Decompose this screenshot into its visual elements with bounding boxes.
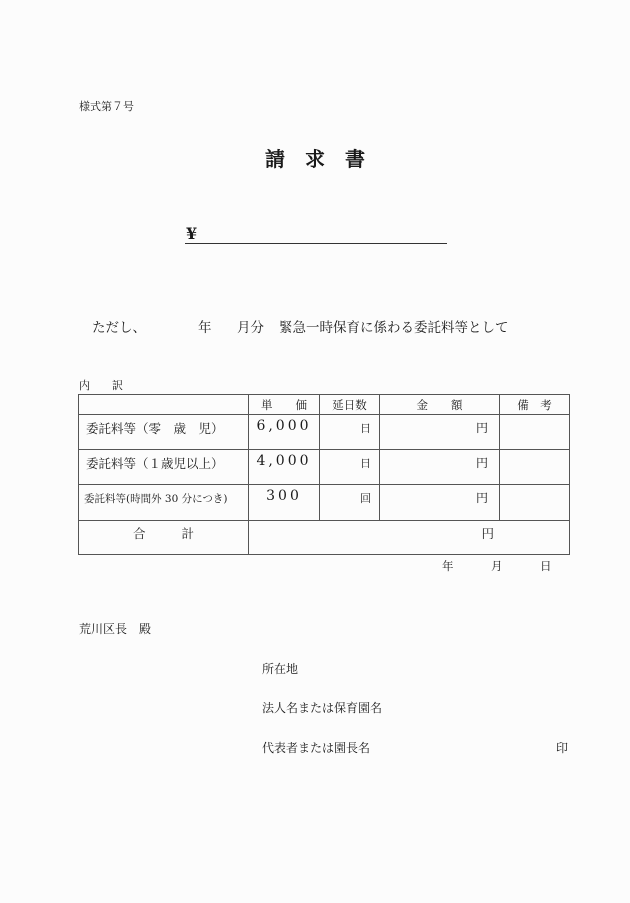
proviso-lead: ただし、 — [92, 320, 146, 336]
document-title — [265, 143, 385, 172]
row-amount-field[interactable]: 円 — [380, 450, 500, 485]
seal-mark: 印 — [556, 741, 569, 755]
row-count-field[interactable]: 日 — [320, 415, 380, 450]
row-count-field[interactable]: 日 — [320, 450, 380, 485]
row-unit-price: 300 — [249, 485, 320, 521]
table-row — [79, 485, 570, 521]
row-count-field[interactable]: 回 — [320, 485, 380, 521]
title-char: 書 — [345, 147, 365, 171]
row-remarks-field[interactable] — [500, 415, 570, 450]
header-amount: 金 額 — [380, 395, 500, 415]
row-item: 委託料等(時間外 30 分につき) — [79, 485, 249, 521]
total-label-char: 計 — [181, 526, 195, 541]
total-label-char: 合 — [132, 526, 146, 541]
date-month: 月 — [491, 559, 503, 573]
title-char: 請 — [265, 147, 285, 171]
total-label — [79, 521, 249, 555]
row-item: 委託料等（零 歳 児） — [79, 415, 249, 450]
address-label: 所在地 — [262, 662, 299, 676]
total-amount-field[interactable]: 円 — [249, 521, 570, 555]
date-year: 年 — [442, 559, 454, 573]
header-remarks: 備 考 — [500, 395, 570, 415]
row-amount-field[interactable]: 円 — [380, 485, 500, 521]
header-item — [79, 395, 249, 415]
proviso-year: 年 — [198, 320, 212, 336]
addressee — [79, 620, 151, 637]
title-char: 求 — [305, 147, 325, 171]
breakdown-label-char: 訳 — [112, 379, 123, 392]
proviso-month: 月分 — [237, 320, 264, 336]
row-remarks-field[interactable] — [500, 485, 570, 521]
addressee-honorific: 殿 — [139, 622, 152, 636]
row-remarks-field[interactable] — [500, 450, 570, 485]
breakdown-label — [79, 377, 145, 393]
table-row — [79, 450, 570, 485]
row-amount-field[interactable]: 円 — [380, 415, 500, 450]
header-unit-price: 単 価 — [249, 395, 320, 415]
proviso-line — [92, 316, 509, 336]
proviso-text: 緊急一時保育に係わる委託料等として — [279, 320, 509, 336]
row-unit-price: 4,000 — [249, 450, 320, 485]
table-header-row — [79, 395, 570, 415]
row-unit-price: 6,000 — [249, 415, 320, 450]
corporation-name-label: 法人名または保育園名 — [262, 701, 383, 715]
form-number: 様式第７号 — [79, 100, 134, 113]
header-count: 延日数 — [320, 395, 380, 415]
total-row — [79, 521, 570, 555]
breakdown-label-char: 内 — [79, 379, 90, 392]
date-day: 日 — [540, 559, 552, 573]
row-item: 委託料等（１歳児以上） — [79, 450, 249, 485]
yen-sign: ¥ — [186, 224, 198, 243]
breakdown-table — [78, 394, 570, 555]
table-row — [79, 415, 570, 450]
addressee-name: 荒川区長 — [79, 622, 128, 636]
representative-name-label: 代表者または園長名 — [262, 741, 371, 755]
amount-field[interactable] — [185, 226, 447, 244]
